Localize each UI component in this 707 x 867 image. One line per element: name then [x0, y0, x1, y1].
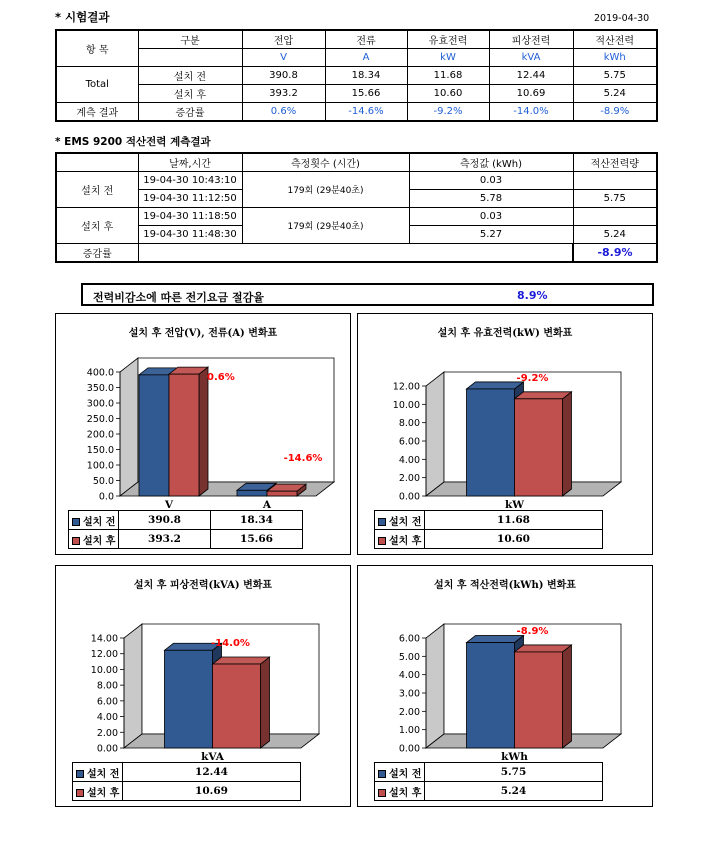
- bar: [515, 399, 563, 496]
- legend-value: 393.2: [119, 530, 211, 549]
- y-tick-label: 350.0: [86, 383, 114, 394]
- legend-value: 15.66: [211, 530, 303, 549]
- legend-text: 설치 전: [389, 768, 422, 780]
- rate-annotation: -14.0%: [211, 638, 250, 650]
- bar: [165, 650, 213, 748]
- bar-side: [563, 645, 572, 748]
- legend-value: 5.75: [425, 763, 603, 782]
- legend-swatch: [72, 537, 80, 545]
- header-item: 항 목: [56, 30, 138, 67]
- ems-total: 5.75: [573, 190, 657, 208]
- bar: [213, 664, 261, 748]
- rate-annotation: 0.6%: [207, 372, 235, 384]
- rate-annotation: -9.2%: [516, 372, 549, 384]
- result-label: 증감률: [138, 103, 242, 122]
- bar: [139, 375, 169, 496]
- y-tick-label: 10.00: [90, 664, 118, 676]
- ems-group-label: 설치 후: [56, 208, 138, 244]
- legend-text: 설치 후: [389, 535, 422, 547]
- legend-value: 18.34: [211, 511, 303, 530]
- legend-text: 설치 전: [87, 768, 120, 780]
- bar-side: [199, 367, 208, 496]
- y-tick-label: 4.00: [398, 670, 420, 682]
- ems-datetime: 19-04-30 11:12:50: [138, 190, 242, 208]
- ems-count: 179회 (29분40초): [242, 172, 409, 208]
- y-tick-label: 100.0: [86, 460, 114, 472]
- ems-value: 0.03: [409, 208, 573, 226]
- ems-datetime: 19-04-30 10:43:10: [138, 172, 242, 190]
- legend-label: [375, 763, 425, 782]
- bar-top: [467, 382, 524, 389]
- legend-label: [375, 511, 425, 530]
- chart-data-table: [374, 762, 603, 801]
- y-tick-label: 4.00: [96, 712, 118, 724]
- y-tick-label: 14.00: [90, 633, 118, 645]
- bar-top: [515, 645, 572, 652]
- x-category-label: A: [262, 499, 272, 511]
- y-tick-label: 150.0: [86, 445, 114, 456]
- legend-label: [69, 511, 119, 530]
- y-tick-label: 6.00: [96, 696, 118, 708]
- chart-panel-kva: [55, 565, 351, 807]
- ems-header: 측정횟수 (시간): [242, 153, 409, 172]
- rate-cell: -9.2%: [407, 103, 489, 122]
- legend-text: 설치 후: [83, 535, 116, 547]
- test-result-title: * 시험결과: [55, 10, 110, 24]
- ems-value: 5.27: [409, 226, 573, 244]
- y-tick-label: 8.00: [398, 418, 420, 430]
- ems-total: [573, 172, 657, 190]
- legend-value: 5.24: [425, 782, 603, 801]
- unit-cell: A: [325, 49, 407, 67]
- legend-value: 10.60: [425, 530, 603, 549]
- legend-text: 설치 전: [389, 516, 422, 528]
- header-col: 전류: [325, 30, 407, 49]
- value-cell: 10.60: [407, 85, 489, 103]
- rate-cell: -8.9%: [573, 103, 657, 122]
- chart-side-wall: [120, 358, 138, 496]
- y-tick-label: 4.00: [398, 454, 420, 466]
- report-date: 2019-04-30: [594, 13, 650, 24]
- value-cell: 390.8: [242, 67, 325, 85]
- legend-value: 11.68: [425, 511, 603, 530]
- value-cell: 10.69: [489, 85, 573, 103]
- summary-value: 8.9%: [517, 289, 548, 302]
- y-tick-label: 3.00: [398, 688, 420, 700]
- unit-cell: kWh: [573, 49, 657, 67]
- y-tick-label: 400.0: [86, 367, 114, 379]
- value-cell: 5.24: [573, 85, 657, 103]
- ems-total: [573, 208, 657, 226]
- bar: [467, 643, 515, 748]
- rate-cell: 0.6%: [242, 103, 325, 122]
- bar: [267, 491, 297, 496]
- chart-data-table: [374, 510, 603, 549]
- ems-table: [55, 152, 658, 263]
- chart-title: 설치 후 피상전력(kVA) 변화표: [133, 580, 273, 591]
- ems-rate-label: 증감률: [56, 244, 138, 263]
- ems-rate-value: -8.9%: [573, 244, 657, 263]
- legend-text: 설치 후: [87, 787, 120, 799]
- row-label: 설치 후: [138, 85, 242, 103]
- legend-label: [73, 763, 123, 782]
- ems-value: 5.78: [409, 190, 573, 208]
- chart-data-table: [72, 762, 301, 801]
- y-tick-label: 50.0: [92, 476, 114, 487]
- test-result-table: [55, 29, 658, 122]
- ems-total: 5.24: [573, 226, 657, 244]
- y-tick-label: 6.00: [398, 633, 420, 645]
- bar: [169, 374, 199, 496]
- y-tick-label: 300.0: [86, 398, 114, 410]
- bar: [237, 490, 267, 496]
- value-cell: 11.68: [407, 67, 489, 85]
- ems-header: 날짜,시간: [138, 153, 242, 172]
- legend-swatch: [378, 537, 386, 545]
- ems-count: 179회 (29분40초): [242, 208, 409, 244]
- summary-label: 전력비감소에 따른 전기요금 절감율: [93, 291, 264, 304]
- summary-banner: [81, 283, 654, 306]
- chart-title: 설치 후 적산전력(kWh) 변화표: [434, 580, 576, 591]
- y-tick-label: 12.00: [90, 649, 118, 661]
- bar: [467, 389, 515, 496]
- header-category: 구분: [138, 30, 242, 49]
- chart-side-wall: [124, 624, 142, 748]
- legend-label: [375, 782, 425, 801]
- chart-title: 설치 후 유효전력(kW) 변화표: [437, 328, 573, 339]
- ems-header: 적산전력량: [573, 153, 657, 172]
- y-tick-label: 0.00: [96, 743, 118, 755]
- ems-datetime: 19-04-30 11:48:30: [138, 226, 242, 244]
- ems-group-label: 설치 전: [56, 172, 138, 208]
- unit-cell: kW: [407, 49, 489, 67]
- value-cell: 15.66: [325, 85, 407, 103]
- y-tick-label: 0.00: [398, 491, 420, 503]
- header-col: 피상전력: [489, 30, 573, 49]
- y-tick-label: 12.00: [392, 381, 420, 393]
- y-tick-label: 250.0: [86, 414, 114, 425]
- chart-data-table: [68, 510, 303, 549]
- legend-swatch: [76, 770, 84, 778]
- y-tick-label: 6.00: [398, 436, 420, 448]
- bar-side: [563, 392, 572, 496]
- legend-swatch: [378, 789, 386, 797]
- y-tick-label: 0.00: [398, 743, 420, 755]
- header-col: 전압: [242, 30, 325, 49]
- chart-side-wall: [426, 624, 444, 748]
- rate-cell: -14.6%: [325, 103, 407, 122]
- value-cell: 5.75: [573, 67, 657, 85]
- legend-swatch: [378, 518, 386, 526]
- legend-text: 설치 전: [83, 516, 116, 528]
- y-tick-label: 200.0: [86, 429, 114, 441]
- legend-value: 12.44: [123, 763, 301, 782]
- x-category-label: V: [164, 499, 174, 511]
- bar-side: [261, 657, 270, 748]
- x-category-label: kW: [504, 499, 525, 511]
- y-tick-label: 5.00: [398, 651, 420, 663]
- value-cell: 18.34: [325, 67, 407, 85]
- ems-title: * EMS 9200 적산전력 계측결과: [55, 136, 211, 148]
- legend-value: 390.8: [119, 511, 211, 530]
- chart-side-wall: [426, 372, 444, 496]
- result-group-label: 계측 결과: [56, 103, 138, 122]
- unit-cell: V: [242, 49, 325, 67]
- legend-value: 10.69: [123, 782, 301, 801]
- y-tick-label: 10.00: [392, 399, 420, 411]
- y-tick-label: 2.00: [398, 473, 420, 485]
- chart-title: 설치 후 전압(V), 전류(A) 변화표: [128, 328, 278, 339]
- header-col: 적산전력: [573, 30, 657, 49]
- legend-label: [69, 530, 119, 549]
- rate-annotation: -14.6%: [283, 453, 323, 465]
- value-cell: 12.44: [489, 67, 573, 85]
- total-label: Total: [56, 67, 138, 103]
- ems-value: 0.03: [409, 172, 573, 190]
- bar-top: [213, 657, 270, 664]
- legend-swatch: [76, 789, 84, 797]
- x-category-label: kWh: [501, 751, 528, 763]
- row-label: 설치 전: [138, 67, 242, 85]
- legend-label: [73, 782, 123, 801]
- value-cell: 393.2: [242, 85, 325, 103]
- header-col: 유효전력: [407, 30, 489, 49]
- legend-swatch: [378, 770, 386, 778]
- bar-top: [515, 392, 572, 399]
- rate-cell: -14.0%: [489, 103, 573, 122]
- chart-panel-voltage-current: [55, 313, 351, 555]
- chart-panel-kwh: [357, 565, 653, 807]
- y-tick-label: 8.00: [96, 680, 118, 692]
- x-category-label: kVA: [201, 751, 224, 763]
- y-tick-label: 1.00: [398, 725, 420, 737]
- legend-label: [375, 530, 425, 549]
- y-tick-label: 2.00: [96, 727, 118, 739]
- y-tick-label: 2.00: [398, 706, 420, 718]
- ems-header: 측정값 (kWh): [409, 153, 573, 172]
- legend-text: 설치 후: [389, 787, 422, 799]
- legend-swatch: [72, 518, 80, 526]
- bar-top: [467, 636, 524, 643]
- ems-datetime: 19-04-30 11:18:50: [138, 208, 242, 226]
- unit-cell: kVA: [489, 49, 573, 67]
- chart-panel-kw: [357, 313, 653, 555]
- rate-annotation: -8.9%: [516, 625, 549, 637]
- bar: [515, 652, 563, 748]
- y-tick-label: 0.0: [98, 491, 114, 503]
